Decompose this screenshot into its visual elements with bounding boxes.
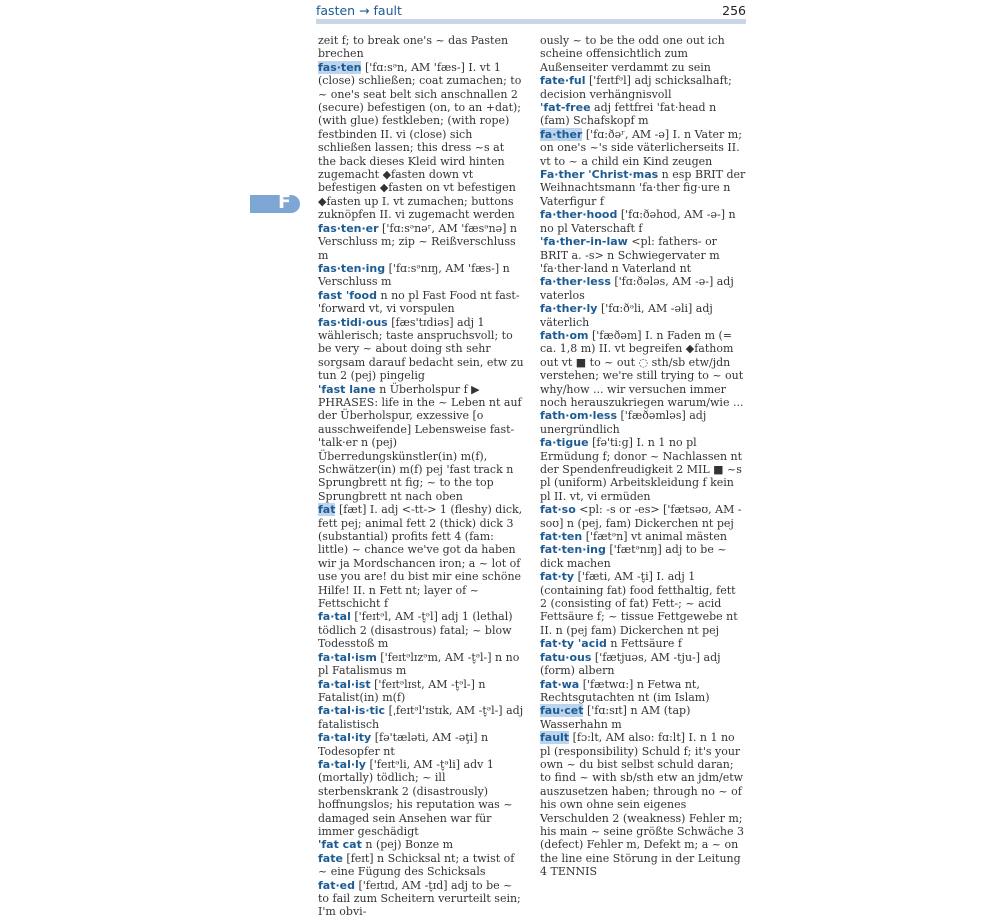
entry-text: ['fɑ:ðəʳ, AM -ə] I. n Vater m; on one's ~'s side väterlicherseits II. vt to ~ a child ein Kind zeugen — [540, 127, 742, 168]
dictionary-entry — [318, 758, 524, 838]
entry-headword: 'fa·ther-in-law — [540, 235, 628, 249]
entry-headword: fa·tal·is·tic — [318, 704, 386, 718]
entry-text: ['fɑ:sᵊn, AM 'fæs-] I. vt 1 (close) schließen; coat zumachen; to ~ one's seat belt sich anschnallen 2 (secure) befestigen (on, to an +dat); (with glue) festkleben; (with rope) festbinden II. vi (close) sich schließen lassen; this dress ~s at the back dieses Kleid wird hinten zugemacht ◆fasten down vt befestigen ◆fasten on vt befestigen ◆fasten up I. vt zumachen; buttons zuknöpfen II. vi zugemacht werden — [318, 60, 522, 222]
dictionary-entry — [318, 610, 524, 650]
entry-text: [fə'ti:g] I. n 1 no pl Ermüdung f; donor ~ Nachlassen nt der Spendenfreudigkeit 2 MIL ■ ~s pl (uniform) Arbeitskleidung f kein pl II. vt, vi ermüden — [540, 436, 743, 503]
entry-headword: fat·ty — [540, 570, 575, 584]
entry-headword: fa·ther·hood — [540, 208, 618, 222]
entry-text: n Überholspur f ▶ PHRASES: life in the ~ Leben nt auf der Überholspur, exzessive [o ausschweifende] Lebensweise fast-'talk·er n (pej) Überredungskünstler(in) m(f), Schwätzer(in) m(f) pej 'fast track n Sprungbrett nt fig; ~ to the top Sprungbrett nt nach oben — [318, 382, 522, 503]
entry-text: ['feɪtᵊl, AM -t̬ᵊl] adj 1 (lethal) tödlich 2 (disastrous) fatal; ~ blow Todesstoß m — [318, 610, 513, 651]
entry-text: [feɪt] n Schicksal nt; a twist of ~ eine Fügung des Schicksals — [318, 851, 515, 879]
dictionary-entry — [318, 222, 524, 262]
entry-text: n esp BRIT der Weihnachtsmann 'fa·ther fig·ure n Vaterfigur f — [540, 168, 746, 208]
entry-headword: fat·ten — [540, 530, 583, 544]
entry-text: ['fætᵊnɪŋ] adj to be ~ dick machen — [540, 543, 727, 570]
entry-text: <pl: -s or -es> ['fætsəʊ, AM -soʊ] n (pej, fam) Dickerchen nt pej — [540, 503, 742, 530]
entry-headword: fate·ful — [540, 74, 586, 88]
entry-headword: fault — [540, 731, 570, 745]
entry-text: ['fɑ:sɪt] n AM (tap) Wasserhahn m — [540, 704, 691, 731]
entry-text: [fæt] I. adj <-tt-> 1 (fleshy) dick, fett pej; animal fett 2 (thick) dick 3 (substantial) profits fett 4 (fam: little) ~ chance we've got da haben wir ja Mordschancen iron; a ~ lot of use you are! du bist mir eine schöne Hilfe! II. n Fett nt; layer of ~ Fettschicht f — [318, 503, 523, 611]
dictionary-entry — [540, 275, 746, 302]
dictionary-entry — [318, 34, 524, 61]
entry-headword: fa·ther·less — [540, 275, 611, 289]
entry-text: ['fætᵊn] vt animal mästen — [582, 530, 727, 544]
entry-headword: fat·so — [540, 503, 576, 517]
dictionary-entry — [540, 503, 746, 530]
entry-headword: 'fast lane — [318, 382, 376, 396]
entry-text: ['feɪtɪd, AM -t̬ɪd] adj to be ~ to fail zum Scheitern verurteilt sein; I'm obvi- — [318, 878, 521, 919]
dictionary-entry — [540, 74, 746, 101]
entry-text: <pl: fathers- or BRIT a. -s> n Schwiegervater m 'fa·ther·land n Vaterland nt — [540, 235, 720, 275]
entry-text: n no pl Fast Food nt fast-'forward vt, vi vorspulen — [318, 288, 520, 316]
thumb-index-letter: F — [278, 191, 291, 213]
entry-headword: Fa·ther 'Christ·mas — [540, 168, 659, 182]
dictionary-entry — [540, 208, 746, 235]
dictionary-entry — [540, 530, 746, 543]
dictionary-entry — [318, 852, 524, 879]
entry-text: ['fætwɑ:] n Fetwa nt, Rechtsgutachten nt (im Islam) — [540, 677, 710, 704]
entry-headword: fat·wa — [540, 677, 580, 691]
entry-headword: fa·tigue — [540, 436, 589, 450]
entry-headword: fa·tal·ly — [318, 757, 366, 771]
entry-text: ['feɪtfᵊl] adj schicksalhaft; decision verhängnisvoll — [540, 74, 732, 101]
entry-text: ['fɑ:sᵊnəʳ, AM 'fæsᵊnə] n Verschluss m; zip ~ Reißverschluss m — [318, 221, 518, 262]
dictionary-entry — [540, 302, 746, 329]
dictionary-entry — [540, 731, 746, 878]
dictionary-entry — [540, 704, 746, 731]
entry-headword: fa·tal·ity — [318, 731, 372, 745]
entry-text: ['feɪtᵊlɪzᵊm, AM -t̬ᵊl-] n no pl Fatalismus m — [318, 650, 520, 678]
entry-text: [fɔ:lt, AM also: fɑ:lt] I. n 1 no pl (responsibility) Schuld f; it's your own ~ du bist selbst schuld daran; to find ~ with sb/sth etw an jdm/etw auszusetzen haben; through no ~ of his own ohne sein eigenes Verschulden 2 (weakness) Fehler m; his main ~ seine größte Schwäche 3 (defect) Fehler m, Defekt m; a ~ on the line eine Störung in der Leitung 4 TENNIS — [540, 731, 745, 879]
dictionary-entry — [540, 637, 746, 650]
entry-headword: fas·tidi·ous — [318, 315, 388, 329]
dictionary-entry — [318, 838, 524, 851]
entry-headword: 'fat cat — [318, 838, 362, 852]
entry-text: ['fɑ:ðᵊli, AM -əli] adj väterlich — [540, 302, 713, 329]
dictionary-entry — [540, 678, 746, 705]
entry-headword: fath·om — [540, 328, 589, 342]
entry-headword: fatu·ous — [540, 650, 592, 664]
entry-text: ['feɪtᵊli, AM -t̬ᵊli] adv 1 (mortally) tödlich; ~ ill sterbenskrank 2 (disastrously) hoffnungslos; his reputation was ~ damaged sein Ansehen war für immer geschädigt — [318, 757, 513, 838]
dictionary-entry — [540, 570, 746, 637]
header-rule — [316, 19, 746, 24]
dictionary-entry — [540, 329, 746, 409]
dictionary-entry — [540, 101, 746, 128]
entry-headword: fa·ther·ly — [540, 302, 598, 316]
dictionary-entry — [540, 34, 746, 74]
dictionary-entry — [318, 316, 524, 383]
entry-text: zeit f; to break one's ~ das Pasten brechen — [318, 34, 509, 61]
entry-headword: fau·cet — [540, 704, 584, 718]
entry-headword: fat·ty 'acid — [540, 637, 607, 651]
header-range: fasten → fault — [316, 3, 402, 18]
dictionary-entry — [318, 731, 524, 758]
entry-headword: fath·om·less — [540, 409, 617, 423]
entry-headword: fat·ten·ing — [540, 543, 606, 557]
dictionary-entry — [540, 543, 746, 570]
dictionary-entry — [540, 168, 746, 208]
entry-headword: fa·tal·ism — [318, 650, 377, 664]
dictionary-entry — [318, 704, 524, 731]
entry-headword: fate — [318, 851, 343, 865]
dictionary-column-right — [540, 34, 746, 879]
entry-text: ['fæðəmləs] adj unergründlich — [540, 409, 707, 436]
dictionary-entry — [540, 651, 746, 678]
entry-text: [fæs'tɪdiəs] adj 1 wählerisch; taste anspruchsvoll; to be very ~ about doing sth sehr sorgsam darauf bedacht sein, etw zu tun 2 (pej) pingelig — [318, 315, 524, 383]
entry-headword: fat·ed — [318, 878, 355, 892]
entry-headword: fas·ten·ing — [318, 261, 386, 275]
entry-text: adj fettfrei 'fat·head n (fam) Schafskopf m — [540, 101, 717, 128]
dictionary-entry — [318, 289, 524, 316]
dictionary-entry — [318, 61, 524, 222]
entry-text: n Fettsäure f — [606, 637, 682, 651]
running-header — [316, 2, 746, 20]
entry-text: [fə'tæləti, AM -əţi] n Todesopfer nt — [318, 731, 489, 758]
dictionary-entry — [318, 879, 524, 919]
dictionary-entry — [540, 436, 746, 503]
entry-text: ['fætjuəs, AM -tju-] adj (form) albern — [540, 650, 721, 678]
dictionary-column-left — [318, 34, 524, 919]
entry-text: ['fɑ:ðələs, AM -ə-] adj vaterlos — [540, 275, 734, 302]
entry-headword: fat — [318, 503, 336, 517]
entry-headword: fa·tal — [318, 610, 351, 624]
entry-text: ['feɪtᵊlɪst, AM -t̬ᵊl-] n Fatalist(in) m(f) — [318, 677, 486, 704]
dictionary-entry — [540, 235, 746, 275]
dictionary-entry — [318, 383, 524, 504]
entry-headword: fa·ther — [540, 127, 583, 141]
page-number: 256 — [722, 3, 746, 18]
dictionary-entry — [318, 678, 524, 705]
entry-headword: 'fat-free — [540, 101, 591, 115]
dictionary-entry — [318, 262, 524, 289]
entry-headword: fas·ten·er — [318, 221, 379, 235]
dictionary-entry — [540, 128, 746, 168]
entry-text: ['fɑ:sᵊnɪŋ, AM 'fæs-] n Verschluss m — [318, 261, 510, 289]
dictionary-entry — [318, 651, 524, 678]
entry-text: ously ~ to be the odd one out ich scheine offensichtlich zum Außenseiter verdammt zu sein — [540, 34, 725, 74]
entry-text: ['fæti, AM -t̬i] I. adj 1 (containing fat) food fetthaltig, fett 2 (consisting of fat) Fett-; ~ acid Fettsäure f; ~ tissue Fettgewebe nt II. n (pej fam) Dickerchen nt pej — [540, 570, 738, 637]
entry-text: n (pej) Bonze m — [361, 838, 454, 852]
thumb-index-tab — [250, 191, 300, 213]
entry-headword: fa·tal·ist — [318, 677, 371, 691]
entry-text: ['fæðəm] I. n Faden m (= ca. 1,8 m) II. vt begreifen ◆fathom out vt ■ to ~ out ◌ sth/sb etw/jdn verstehen; we're still trying to ~ out why/how ... wir versuchen immer noch herauszukriegen warum/wie ... — [540, 328, 744, 409]
dictionary-entry — [540, 409, 746, 436]
entry-text: [ˌfeɪtᵊl'ɪstɪk, AM -t̬ᵊl-] adj fatalistisch — [318, 704, 524, 731]
dictionary-entry — [318, 503, 524, 610]
entry-headword: fast 'food — [318, 288, 377, 302]
entry-headword: fas·ten — [318, 60, 362, 74]
entry-text: ['fɑ:ðəhʊd, AM -ə-] n no pl Vaterschaft f — [540, 208, 736, 235]
